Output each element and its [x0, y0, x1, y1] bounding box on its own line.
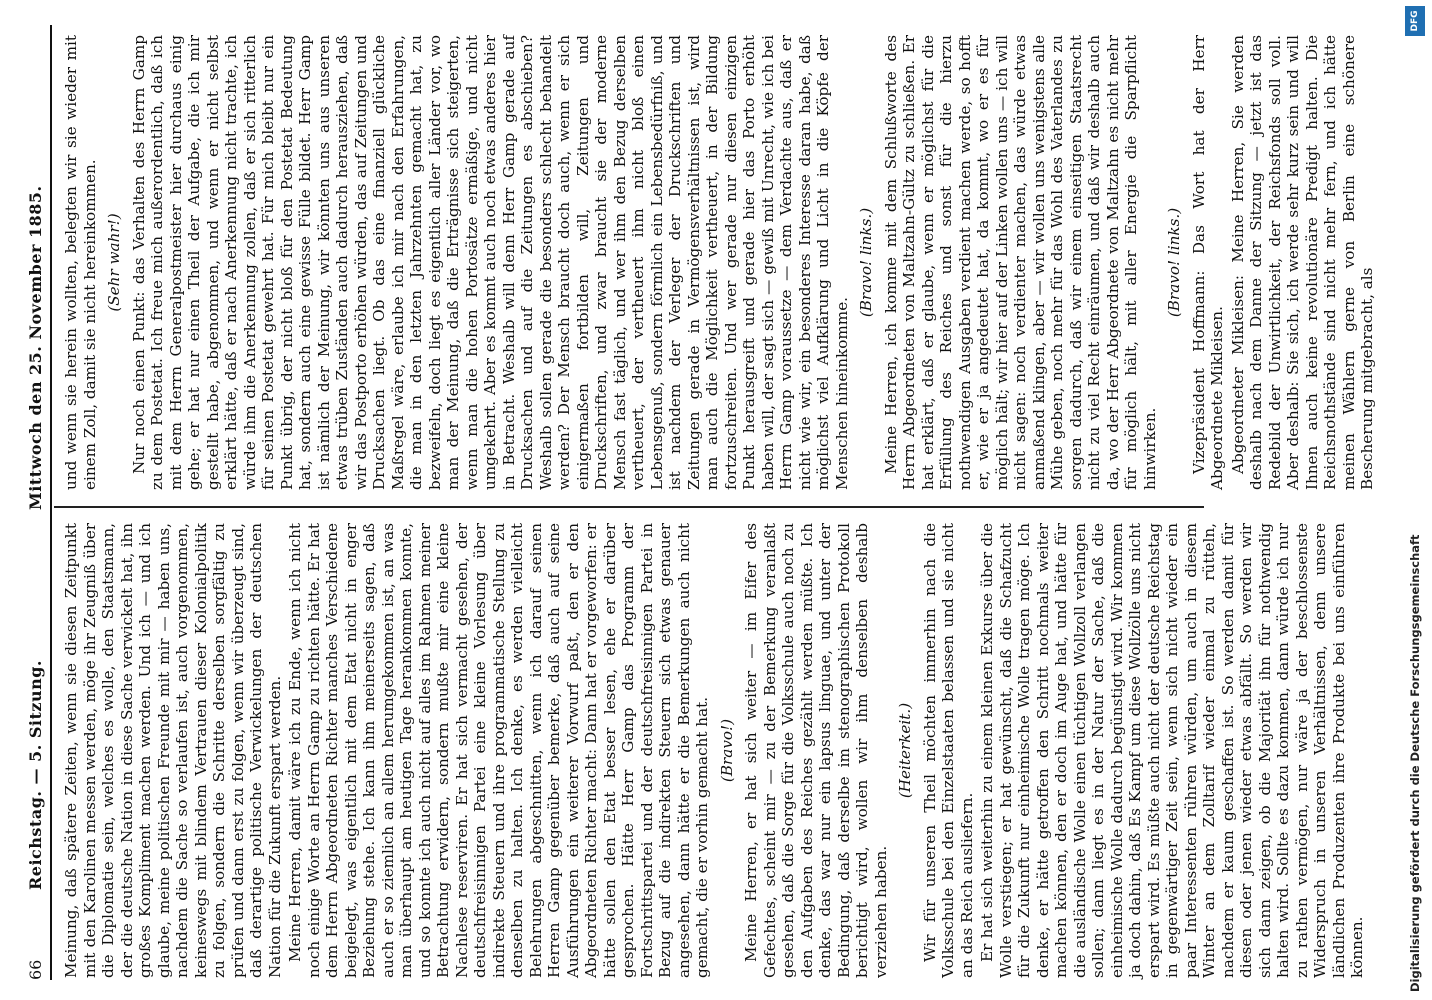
- interjection: (Bravo!): [717, 718, 736, 783]
- text-column-right: [62, 35, 1376, 490]
- dfg-watermark: [1403, 0, 1427, 1000]
- speaker-paragraph: Vizepräsident Hoffmann: Das Wort hat der Herr Abgeordnete Mikleisen.: [1189, 35, 1226, 490]
- dfg-logo-icon: DFG: [1405, 6, 1425, 36]
- paragraph: Wir für unseren Theil möchten immerhin nach die Volksschule bei den Einzelstaaten belassen und sie nicht an das Reich ausliefern.: [920, 523, 976, 978]
- page-header: [22, 25, 48, 980]
- interjection: (Bravo! links.): [1165, 207, 1183, 318]
- text-column-left: [62, 523, 1366, 978]
- paragraph: Meine Herren, ich komme mit dem Schlußworte des Herrn Abgeordneten von Maltzahn-Gültz zu schließen. Er hat erklärt, daß er glaube, wenn er möglichst für die Erfüllung des Reiches und sonst für die hierzu nothwendigen Ausgaben verdient machen werde, so hofft er, wie er ja angedeutet hat, da kommt, wo er es für möglich hält; wir hier auf der Linken wollen uns — ich will nicht sagen: noch verdienter machen, das würde etwas anmaßend klingen, aber — wir wollen uns wenigstens alle Mühe geben, noch mehr für das Wohl des Vaterlandes zu sorgen dadurch, daß wir einem einseitigen Staatsrecht nicht zu viel Recht einräumen, und daß wir deshalb auch da, wo der Herr Abgeordnete von Maltzahn es nicht mehr für möglich hält, mit aller Energie die Sparpflicht hinwirken.: [881, 35, 1159, 490]
- paragraph: Er hat sich weiterhin zu einem kleinen Exkurse über die Wolle verstiegen; er hat gewünscht, daß die Schafzucht für die Zukunft nur einheimische Wolle tragen möge. Ich denke, er hätte getroffen den Schritt nochmals weiter machen können, den er doch im Auge hat, und hätte für die ausländische Wolle einen tüchtigen Wollzoll verlangen sollen; dann liegt es in der Natur der Sache, daß die einheimische Wolle dadurch begünstigt wird. Wir kommen ja doch dahin, daß Es Kampf um diese Wollzölle uns nicht erspart wird. Es müßte auch nicht der deutsche Reichstag in gegenwärtiger Zeit sein, wenn sich nicht wieder ein paar Interessenten rühren würden, um auch in diesem Winter an dem Zolltarif wieder einmal zu rütteln, nachdem er kaum geschaffen ist. So werden damit für diesen oder jenen wieder etwas abfällt. So werden wir sich dann zeigen, ob die Majorität ihn für nothwendig halten wird. Sollte es dazu kommen, dann würde ich nur zu rathen vermögen, nur wäre ja der beschlossenste Widerspruch in unseren Verhältnissen, denn unsere ländlichen Produzenten ihre Produkte bei uns einführen können.: [978, 523, 1366, 978]
- paragraph: Meine Herren, er hat sich weiter — im Eifer des Gefechtes, scheint mir — zu der Bemerkung veranlaßt gesehen, daß die Sorge für die Volksschule auch noch zu den Aufgaben des Reiches gezählt werden müßte. Ich denke, das war nur ein lapsus linguae, und unter der Bedingung, daß derselbe im stenographischen Protokoll berichtigt wird, wollen wir ihm denselben deshalb verziehen haben.: [742, 523, 890, 978]
- watermark-text: Digitalisierung gefördert durch die Deutsche Forschungsgemeinschaft: [1408, 534, 1422, 992]
- paragraph: Nur noch einen Punkt: das Verhalten des Herrn Gamp zu dem Postetat. Ich freue mich außerordentlich, daß ich mit dem Herrn Generalpostmeister hier durchaus einig gehe; er hat nur einen Theil der Aufgabe, die ich mir gestellt habe, abgenommen, und wenn er nicht selbst erklärt hätte, daß er nach Anerkennung nicht trachte, ich würde ihm die Anerkennung zollen, daß er sich ritterlich für seinen Postetat gewehrt hat. Für mich bleibt nur ein Punkt übrig, der nicht bloß für den Postetat Bedeutung hat, sondern auch eine gewisse Fülle bildet. Herr Gamp ist nämlich der Meinung, wir könnten uns aus unseren etwas trüben Zuständen auch dadurch herausziehen, daß wir das Postporto erhöhen würden, das auf Zeitungen und Drucksachen liegt. Ob das eine finanziell glückliche Maßregel wäre, erlaube ich mir nach den Erfahrungen, die man in den letzten Jahrzehnten gemacht hat, zu bezweifeln, doch liegt es eigentlich aller Länder vor, wo man der Meinung, daß die Erträgnisse sich steigerten, wenn man die hohen Portosätze ermäßige, und nicht umgekehrt. Aber es kommt auch noch etwas anderes hier in Betracht. Weshalb will denn Herr Gamp gerade auf Drucksachen und auf die Zeitungen es abschieben? Weshalb sollen gerade die besonders schlecht behandelt werden? Der Mensch braucht doch auch, wenn er sich einigermaßen fortbilden will, Zeitungen und Druckschriften, und zwar braucht sie der moderne Mensch fast täglich, und wer ihm den Bezug derselben vertheuert, der vertheuert ihm nicht bloß einen Lebensgenuß, sondern förmlich ein Lebensbedürfniß, und ist nachdem der Verleger der Druckschriften und Zeitungen gerade in Vermögensverhältnissen ist, wird man auch die Möglichkeit vertheuert, in der Bildung fortzuschreiten. Und wer gerade nur diesen einzigen Punkt herausgreift und gerade hier das Porto erhöht haben will, der sagt sich — gewiß mit Unrecht, wie ich bei Herrn Gamp voraussetze — dem Verdachte aus, daß er nicht wie wir, ein besonderes Interesse daran habe, daß möglichst viel Aufklärung und Licht in die Köpfe der Menschen hineinkomme.: [129, 35, 851, 490]
- header-rule: [50, 25, 52, 980]
- paragraph: Meine Herren, damit wäre ich zu Ende, wenn ich nicht noch einige Worte an Herrn Gamp zu richten hätte. Er hat dem Herrn Abgeordneten Richter manches Verschiedene beigelegt, was eigentlich mit dem Etat nicht in enger Beziehung stehe. Ich kann ihm meinerseits sagen, daß auch er so ziemlich an allem herumgekommen ist, an was man überhaupt am heutigen Tage herankommen konnte, und so konnte ich auch nicht auf alles im Rahmen meiner Betrachtung erwidern, sondern mußte mir eine kleine Nachlese reserviren. Er hat sich vermacht gesehen, der deutschfreisinnigen Partei eine kleine Vorlesung über indirekte Steuern und ihre programmatische Stellung zu denselben zu halten. Ich denke, es werden vielleicht Belehrungen abgeschnitten, wenn ich darauf seinen Herren Gamp gegenüber bemerke, daß auch auf seine Ausführungen ein weiterer Vorwurf paßt, den er den Abgeordneten Richter macht: Dann hat er vorgeworfen: er hätte sollen den Etat besser lesen, ehe er darüber gesprochen. Hätte Herr Gamp das Programm der Fortschrittspartei und der deutschfreisinnigen Partei in Bezug auf die indirekten Steuern sich etwas genauer angesehen, dann hätte er die Bemerkungen auch nicht gemacht, die er vorhin gemacht hat.: [286, 523, 711, 978]
- speaker-paragraph: Abgeordneter Mikleisen: Meine Herren, Sie werden deshalb nach dem Danne der Sitzung — jetzt ist das Redebild der Unwirtlichkeit, der Reichsfonds soll voll. Aber deshalb: Sie sich, ich werde sehr kurz sein und will Ihnen auch keine revolutionäre Predigt halten. Die Reichsnothstände sind nicht mehr fern, und ich hätte meinen Wählern gerne von Berlin eine schönere Bescherung mitgebracht, als: [1228, 35, 1376, 490]
- column-divider: [54, 506, 1204, 508]
- interjection: (Bravo! links.): [857, 207, 875, 318]
- interjection: (Sehr wahr!): [105, 213, 123, 312]
- interjection: (Heiterkeit.): [896, 702, 914, 799]
- header-left-title: Reichstag. — 5. Sitzung.: [26, 660, 45, 890]
- paragraph: Meinung, daß spätere Zeiten, wenn sie diesen Zeitpunkt mit den Karolinen messen werden, möge ihr Zeugniß über die Diplomatie sein, welches es wolle, den Staatsmann, der die deutsche Nation in diese Sache verwickelt hat, ihn großes Kompliment machen werden. Und ich — und ich glaube, meine politischen Freunde mit mir — haben uns, nachdem die Sache so verlaufen ist, auch vorgenommen, keineswegs mit blindem Vertrauen dieser Kolonialpolitik zu folgen, sondern die Schritte derselben sorgfältig zu prüfen und dann erst zu folgen, wenn wir überzeugt sind, daß derartige politische Verwickelungen der deutschen Nation für die Zukunft erspart werden.: [62, 523, 284, 978]
- header-date: Mittwoch den 25. November 1885.: [26, 185, 45, 510]
- page-number: 66: [26, 959, 45, 980]
- paragraph: und wenn sie herein wollten, belegten wir sie wieder mit einem Zoll, damit sie nicht hereinkommen.: [62, 35, 99, 490]
